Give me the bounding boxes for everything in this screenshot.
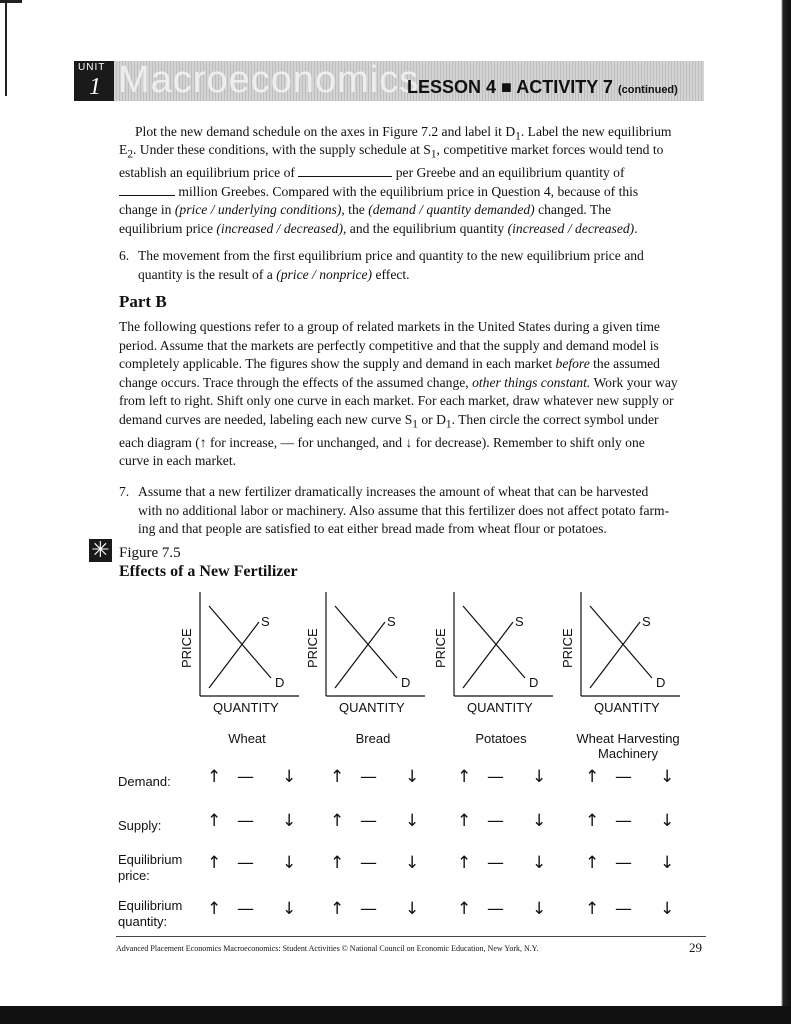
unit-label: UNIT <box>78 62 106 73</box>
symbol-down-eq-price-bread[interactable]: ↓ <box>405 853 420 873</box>
row-label-demand: Demand: <box>118 774 171 789</box>
part-b-line-3c: the assumed <box>593 356 660 371</box>
unit-number: 1 <box>89 74 101 100</box>
part-b-line-4c: Work your way <box>593 374 678 390</box>
axis-label-price: PRICE <box>305 628 320 668</box>
q6-text <box>138 247 710 284</box>
q6-line-1: The movement from the first equilibrium price and quantity to the new equilibrium price and <box>138 248 644 263</box>
q6-number: 6. <box>119 248 130 263</box>
intro-line-1: Plot the new demand schedule on the axes in Figure 7.2 and label it D <box>135 124 516 139</box>
symbol-same-demand-bread[interactable]: — <box>360 767 377 787</box>
symbol-down-eq-price-machinery[interactable]: ↓ <box>660 853 675 873</box>
q7-line-2: with no additional labor or machinery. Also assume that this fertilizer does not affect potato farm- <box>138 502 670 518</box>
q6-line-2a: quantity is the result of a <box>138 266 273 282</box>
part-b-line-5: from left to right. Shift only one curve in each market. For each market, draw whatever new supply or <box>119 393 674 408</box>
subscript: 1 <box>515 130 521 143</box>
q7-line-1: Assume that a new fertilizer dramatically increases the amount of wheat that can be harvested <box>138 484 649 499</box>
symbol-same-supply-wheat[interactable]: — <box>237 811 254 831</box>
symbol-down-eq-quantity-machinery[interactable]: ↓ <box>660 899 675 919</box>
lesson-text: LESSON 4 ■ ACTIVITY 7 <box>407 77 613 97</box>
demand-curve-label: D <box>656 675 666 690</box>
supply-demand-graph <box>199 592 319 704</box>
market-label-machinery: Wheat Harvesting Machinery <box>576 731 680 761</box>
part-b-line-6b: or D <box>421 411 446 427</box>
subscript: 1 <box>445 418 452 431</box>
continued-text: (continued) <box>617 84 678 96</box>
intro-line-6e: . <box>634 220 638 236</box>
intro-line-4: million Greebes. Compared with the equilibrium price in Question 4, because of this <box>178 183 639 199</box>
intro-line-6a: equilibrium price <box>119 220 213 236</box>
market-label-wheat: Wheat <box>228 731 266 746</box>
symbol-up-eq-quantity-machinery[interactable]: ↑ <box>585 899 600 919</box>
axis-label-price: PRICE <box>179 628 194 668</box>
symbol-up-demand-potatoes[interactable]: ↑ <box>457 767 472 787</box>
banner-title: Macroeconomics <box>118 59 420 101</box>
axis-label-quantity: QUANTITY <box>467 700 533 715</box>
axis-label-price: PRICE <box>560 628 575 668</box>
unit-badge <box>74 61 114 101</box>
answer-blank-price[interactable] <box>298 164 392 177</box>
part-b-line-4b: other things constant. <box>472 374 591 390</box>
symbol-same-eq-price-potatoes[interactable]: — <box>487 853 504 873</box>
choice-quantity-direction[interactable]: (increased / decreased) <box>507 220 635 236</box>
intro-line-2b: . Under these conditions, with the supply schedule at S <box>132 142 431 157</box>
diagram-bread[interactable] <box>325 592 445 704</box>
answer-blank-quantity[interactable] <box>119 183 175 196</box>
intro-line-5a: change in <box>119 202 172 218</box>
subscript: 2 <box>127 148 133 161</box>
scan-bottom-edge <box>0 1006 791 1024</box>
symbol-up-eq-quantity-wheat[interactable]: ↑ <box>207 899 222 919</box>
figure-title: Effects of a New Fertilizer <box>119 563 298 580</box>
demand-curve-label: D <box>275 675 285 690</box>
part-b-line-2: period. Assume that the markets are perfectly competitive and that the supply and demand model is <box>119 337 659 353</box>
symbol-down-eq-price-potatoes[interactable]: ↓ <box>532 853 547 873</box>
supply-demand-graph <box>453 592 573 704</box>
asterisk-icon: ✳ <box>89 539 112 562</box>
symbol-up-eq-price-potatoes[interactable]: ↑ <box>457 853 472 873</box>
footer-citation: Advanced Placement Economics Macroeconomics: Student Activities © National Council on Economic Education, New York, N.Y. <box>116 944 539 953</box>
symbol-down-supply-machinery[interactable]: ↓ <box>660 811 675 831</box>
symbol-down-demand-potatoes[interactable]: ↓ <box>532 767 547 787</box>
symbol-same-supply-bread[interactable]: — <box>360 811 377 831</box>
supply-demand-graph <box>325 592 445 704</box>
symbol-down-supply-bread[interactable]: ↓ <box>405 811 420 831</box>
symbol-down-supply-potatoes[interactable]: ↓ <box>532 811 547 831</box>
supply-curve-label: S <box>387 614 396 629</box>
intro-line-5c: , the <box>341 202 365 218</box>
symbol-down-eq-quantity-bread[interactable]: ↓ <box>405 899 420 919</box>
market-label-potatoes: Potatoes <box>475 731 527 746</box>
symbol-same-demand-potatoes[interactable]: — <box>487 767 504 787</box>
part-b-line-8: curve in each market. <box>119 453 236 469</box>
symbol-same-eq-quantity-machinery[interactable]: — <box>615 899 632 919</box>
row-label-supply: Supply: <box>118 818 162 833</box>
symbol-same-supply-machinery[interactable]: — <box>615 811 632 831</box>
supply-curve-label: S <box>261 614 270 629</box>
symbol-same-eq-quantity-potatoes[interactable]: — <box>487 899 504 919</box>
market-label-bread: Bread <box>355 731 391 746</box>
symbol-up-supply-wheat[interactable]: ↑ <box>207 811 222 831</box>
figure-label: Figure 7.5 <box>119 545 181 561</box>
diagram-wheat[interactable] <box>199 592 319 704</box>
symbol-up-demand-machinery[interactable]: ↑ <box>585 767 600 787</box>
part-b-paragraph <box>119 318 714 471</box>
axis-label-quantity: QUANTITY <box>594 700 660 715</box>
part-b-line-3a: completely applicable. The figures show the supply and demand in each market <box>119 356 553 371</box>
symbol-up-demand-bread[interactable]: ↑ <box>330 767 345 787</box>
symbol-up-eq-quantity-potatoes[interactable]: ↑ <box>457 899 472 919</box>
page-number: 29 <box>689 940 702 955</box>
symbol-same-eq-price-bread[interactable]: — <box>360 853 377 873</box>
intro-line-3a: establish an equilibrium price of <box>119 165 295 181</box>
intro-line-5e: changed. The <box>538 202 612 218</box>
choice-price-nonprice[interactable]: (price / nonprice) <box>276 266 373 282</box>
q7-text <box>138 483 710 539</box>
symbol-up-supply-potatoes[interactable]: ↑ <box>457 811 472 831</box>
axis-label-price: PRICE <box>433 628 448 668</box>
intro-line-6c: , and the equilibrium quantity <box>342 220 505 236</box>
symbol-down-demand-bread[interactable]: ↓ <box>405 767 420 787</box>
diagram-machinery[interactable] <box>580 592 700 704</box>
row-label-eq-price: Equilibrium price: <box>118 852 183 883</box>
symbol-down-supply-wheat[interactable]: ↓ <box>282 811 297 831</box>
subscript: 1 <box>412 418 418 431</box>
symbol-same-demand-wheat[interactable]: — <box>237 767 254 787</box>
symbol-up-demand-wheat[interactable]: ↑ <box>207 767 222 787</box>
choice-price-underlying[interactable]: (price / underlying conditions) <box>174 202 342 218</box>
part-b-line-4a: change occurs. Trace through the effects of the assumed change, <box>119 374 469 390</box>
part-b-line-6a: demand curves are needed, labeling each new curve S <box>119 411 413 427</box>
symbol-up-eq-quantity-bread[interactable]: ↑ <box>330 899 345 919</box>
intro-line-2c: , competitive market forces would tend to <box>436 142 664 157</box>
supply-curve-label: S <box>642 614 651 629</box>
symbol-up-eq-price-machinery[interactable]: ↑ <box>585 853 600 873</box>
part-b-line-3b: before <box>555 356 590 371</box>
axis-label-quantity: QUANTITY <box>339 700 405 715</box>
symbol-down-demand-wheat[interactable]: ↓ <box>282 767 297 787</box>
axis-label-quantity: QUANTITY <box>213 700 279 715</box>
symbol-same-demand-machinery[interactable]: — <box>615 767 632 787</box>
scan-right-edge <box>777 0 791 1024</box>
subscript: 1 <box>430 148 437 161</box>
symbol-same-eq-quantity-bread[interactable]: — <box>360 899 377 919</box>
supply-curve-label: S <box>515 614 524 629</box>
scan-edge-cap <box>0 0 22 3</box>
row-label-eq-quantity: Equilibrium quantity: <box>118 898 183 929</box>
footer-rule <box>116 936 706 937</box>
symbol-down-eq-quantity-wheat[interactable]: ↓ <box>282 899 297 919</box>
symbol-same-eq-quantity-wheat[interactable]: — <box>237 899 254 919</box>
symbol-up-supply-bread[interactable]: ↑ <box>330 811 345 831</box>
intro-line-1-end: . Label the new equilibrium <box>520 124 672 139</box>
demand-curve-label: D <box>401 675 411 690</box>
symbol-down-eq-price-wheat[interactable]: ↓ <box>282 853 297 873</box>
choice-price-direction[interactable]: (increased / decreased) <box>216 220 343 236</box>
q6-line-2c: effect. <box>375 266 410 282</box>
symbol-same-eq-price-machinery[interactable]: — <box>615 853 632 873</box>
intro-line-3b: per Greebe and an equilibrium quantity of <box>395 165 625 181</box>
scan-edge-line <box>5 0 7 96</box>
part-b-line-1: The following questions refer to a group of related markets in the United States during a given time <box>119 319 660 334</box>
symbol-down-eq-quantity-potatoes[interactable]: ↓ <box>532 899 547 919</box>
symbol-same-supply-potatoes[interactable]: — <box>487 811 504 831</box>
diagram-potatoes[interactable] <box>453 592 573 704</box>
lesson-heading <box>407 77 678 98</box>
demand-curve-label: D <box>529 675 539 690</box>
q7-number: 7. <box>119 484 130 499</box>
q7-line-3: ing and that people are satisfied to eat either bread made from wheat flour or potatoes. <box>138 521 607 536</box>
supply-demand-graph <box>580 592 700 704</box>
symbol-up-eq-price-wheat[interactable]: ↑ <box>207 853 222 873</box>
part-b-heading: Part B <box>119 292 167 311</box>
intro-line-2a: E <box>119 142 128 157</box>
intro-paragraph-cont <box>119 141 709 238</box>
part-b-line-6c: . Then circle the correct symbol under <box>451 411 659 427</box>
choice-demand-quantity[interactable]: (demand / quantity demanded) <box>368 202 535 218</box>
part-b-line-7: each diagram (↑ for increase, — for unchanged, and ↓ for decrease). Remember to shift only one <box>119 434 645 450</box>
symbol-same-eq-price-wheat[interactable]: — <box>237 853 254 873</box>
symbol-up-supply-machinery[interactable]: ↑ <box>585 811 600 831</box>
symbol-down-demand-machinery[interactable]: ↓ <box>660 767 675 787</box>
symbol-up-eq-price-bread[interactable]: ↑ <box>330 853 345 873</box>
